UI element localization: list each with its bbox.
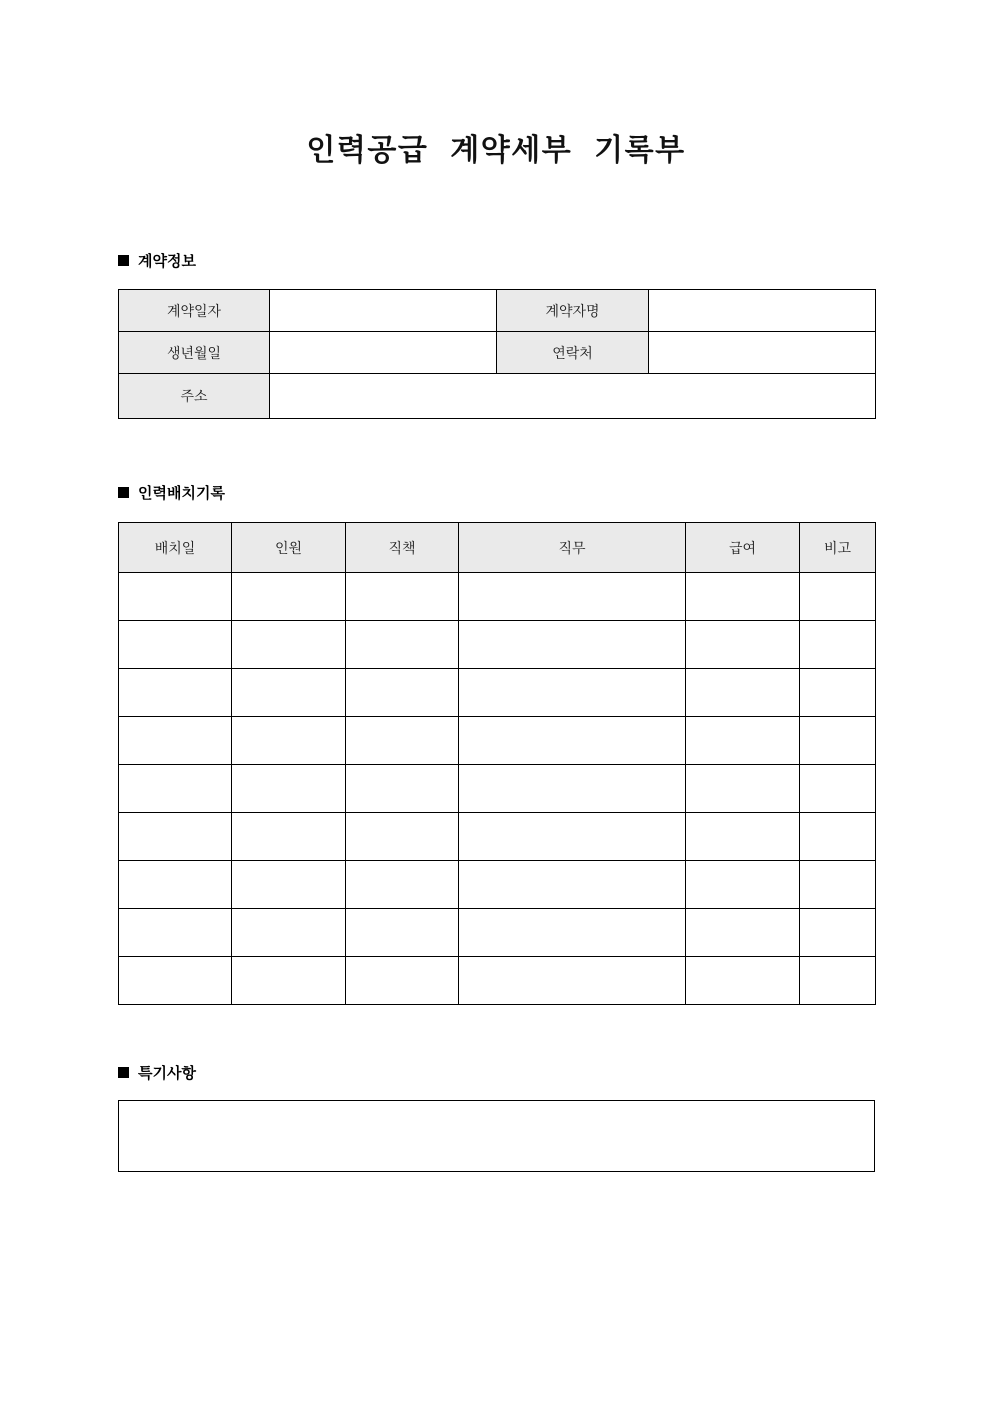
cell-position[interactable] <box>346 717 459 765</box>
cell-remarks[interactable] <box>800 573 876 621</box>
cell-deploy-date[interactable] <box>119 957 232 1005</box>
special-notes-field[interactable] <box>118 1100 875 1172</box>
section-heading-deployment-record <box>118 483 225 503</box>
cell-position[interactable] <box>346 813 459 861</box>
table-row <box>119 573 876 621</box>
table-row <box>119 765 876 813</box>
table-row <box>119 374 876 419</box>
table-row <box>119 290 876 332</box>
column-header-position: 직책 <box>346 523 459 573</box>
cell-headcount[interactable] <box>232 573 346 621</box>
cell-remarks[interactable] <box>800 717 876 765</box>
field-contract-date[interactable] <box>270 290 497 332</box>
cell-deploy-date[interactable] <box>119 621 232 669</box>
section-heading-contract-info-label: 계약정보 <box>138 252 196 270</box>
table-row <box>119 909 876 957</box>
square-bullet-icon <box>118 487 129 498</box>
cell-salary[interactable] <box>686 621 800 669</box>
cell-position[interactable] <box>346 573 459 621</box>
cell-duty[interactable] <box>459 957 686 1005</box>
cell-duty[interactable] <box>459 669 686 717</box>
cell-deploy-date[interactable] <box>119 813 232 861</box>
contract-info-table <box>118 289 876 419</box>
table-row <box>119 813 876 861</box>
square-bullet-icon <box>118 255 129 266</box>
cell-duty[interactable] <box>459 573 686 621</box>
cell-deploy-date[interactable] <box>119 717 232 765</box>
page-title: 인력공급 계약세부 기록부 <box>306 133 686 168</box>
cell-remarks[interactable] <box>800 813 876 861</box>
cell-salary[interactable] <box>686 861 800 909</box>
cell-deploy-date[interactable] <box>119 765 232 813</box>
label-address: 주소 <box>119 374 270 419</box>
cell-headcount[interactable] <box>232 909 346 957</box>
cell-duty[interactable] <box>459 909 686 957</box>
section-heading-special-notes-label: 특기사항 <box>138 1064 196 1082</box>
cell-salary[interactable] <box>686 573 800 621</box>
cell-salary[interactable] <box>686 717 800 765</box>
table-row <box>119 861 876 909</box>
cell-deploy-date[interactable] <box>119 861 232 909</box>
square-bullet-icon <box>118 1067 129 1078</box>
cell-position[interactable] <box>346 621 459 669</box>
cell-position[interactable] <box>346 957 459 1005</box>
cell-duty[interactable] <box>459 765 686 813</box>
field-birth-date[interactable] <box>270 332 497 374</box>
label-birth-date: 생년월일 <box>119 332 270 374</box>
cell-headcount[interactable] <box>232 957 346 1005</box>
cell-remarks[interactable] <box>800 669 876 717</box>
label-contract-date: 계약일자 <box>119 290 270 332</box>
cell-position[interactable] <box>346 765 459 813</box>
cell-position[interactable] <box>346 669 459 717</box>
cell-position[interactable] <box>346 861 459 909</box>
cell-headcount[interactable] <box>232 813 346 861</box>
column-header-salary: 급여 <box>686 523 800 573</box>
cell-headcount[interactable] <box>232 717 346 765</box>
cell-headcount[interactable] <box>232 861 346 909</box>
field-contractor-name[interactable] <box>649 290 876 332</box>
cell-remarks[interactable] <box>800 621 876 669</box>
table-row <box>119 717 876 765</box>
column-header-deploy-date: 배치일 <box>119 523 232 573</box>
cell-headcount[interactable] <box>232 765 346 813</box>
field-contact[interactable] <box>649 332 876 374</box>
cell-salary[interactable] <box>686 957 800 1005</box>
cell-deploy-date[interactable] <box>119 909 232 957</box>
table-row <box>119 621 876 669</box>
section-heading-contract-info <box>118 251 196 271</box>
cell-duty[interactable] <box>459 813 686 861</box>
column-header-remarks: 비고 <box>800 523 876 573</box>
label-contractor-name: 계약자명 <box>497 290 649 332</box>
section-heading-special-notes <box>118 1063 196 1083</box>
cell-deploy-date[interactable] <box>119 669 232 717</box>
cell-remarks[interactable] <box>800 861 876 909</box>
cell-salary[interactable] <box>686 909 800 957</box>
cell-salary[interactable] <box>686 813 800 861</box>
label-contact: 연락처 <box>497 332 649 374</box>
cell-salary[interactable] <box>686 669 800 717</box>
cell-remarks[interactable] <box>800 957 876 1005</box>
table-row <box>119 669 876 717</box>
cell-duty[interactable] <box>459 621 686 669</box>
cell-deploy-date[interactable] <box>119 573 232 621</box>
column-header-headcount: 인원 <box>232 523 346 573</box>
deployment-record-table <box>118 522 876 1005</box>
cell-salary[interactable] <box>686 765 800 813</box>
cell-headcount[interactable] <box>232 669 346 717</box>
cell-duty[interactable] <box>459 861 686 909</box>
cell-position[interactable] <box>346 909 459 957</box>
cell-duty[interactable] <box>459 717 686 765</box>
column-header-duty: 직무 <box>459 523 686 573</box>
table-header-row <box>119 523 876 573</box>
section-heading-deployment-record-label: 인력배치기록 <box>138 484 225 502</box>
cell-remarks[interactable] <box>800 909 876 957</box>
table-row <box>119 957 876 1005</box>
cell-remarks[interactable] <box>800 765 876 813</box>
cell-headcount[interactable] <box>232 621 346 669</box>
field-address[interactable] <box>270 374 876 419</box>
table-row <box>119 332 876 374</box>
